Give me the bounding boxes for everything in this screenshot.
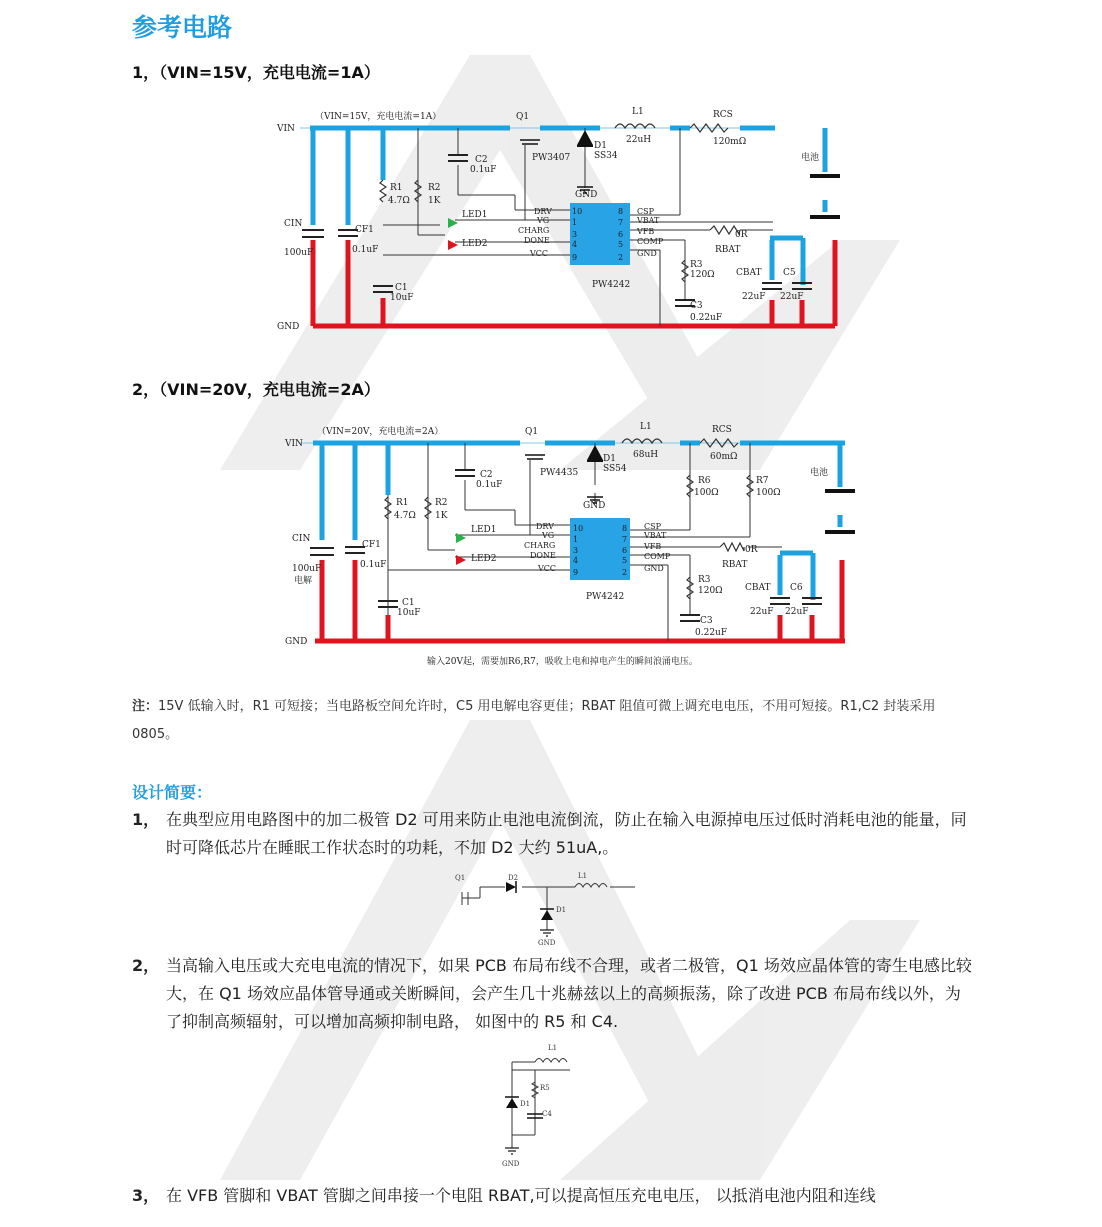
- pin-num: 8: [618, 207, 624, 216]
- pin-num: 6: [618, 230, 624, 239]
- battery-label: 电池: [801, 153, 820, 163]
- design-item-3: [132, 1182, 972, 1210]
- gnd-label: GND: [502, 1160, 520, 1168]
- gnd-label: GND: [277, 322, 300, 332]
- r2-label: R2: [435, 498, 448, 508]
- r2-label: R2: [428, 183, 441, 193]
- d1-part: SS34: [594, 151, 618, 161]
- pin-num: 10: [573, 524, 584, 533]
- cf1-label: CF1: [362, 540, 381, 550]
- pin-num: 3: [572, 230, 578, 239]
- c5-value: 22uF: [780, 292, 804, 302]
- pin-gnd: GND: [637, 249, 657, 258]
- condition-label: （VIN=20V，充电电流=2A）: [317, 427, 444, 437]
- ic-label: PW4242: [586, 592, 625, 602]
- d1-label: D1: [594, 141, 607, 151]
- c5-label: C5: [783, 268, 796, 278]
- c1-value: 10uF: [397, 608, 421, 618]
- rbat-value: 0R: [745, 545, 758, 555]
- note-paragraph: [132, 693, 972, 749]
- pin-drv: DRV: [534, 207, 552, 216]
- diode-figure: [450, 870, 640, 948]
- vin-label: VIN: [285, 439, 303, 449]
- r6-label: R6: [698, 476, 711, 486]
- c2-label: C2: [480, 470, 493, 480]
- c3-label: C3: [690, 301, 703, 311]
- circuit1-schematic: [270, 100, 850, 340]
- pin-vfb: VFB: [644, 542, 662, 551]
- c1-label: C1: [402, 598, 415, 608]
- r3-label: R3: [690, 260, 703, 270]
- item-text: 在典型应用电路图中的加二极管 D2 可用来防止电池电流倒流，防止在输入电源掉电压过低时消耗电池的能量，同时可降低芯片在睡眠工作状态时的功耗，不加 D2 大约 51uA,。: [166, 810, 967, 857]
- cin-value: 100uF: [284, 248, 314, 258]
- pin-comp: COMP: [644, 552, 671, 561]
- led2-label: LED2: [471, 554, 497, 564]
- r1-label: R1: [396, 498, 409, 508]
- item-number: 1，: [132, 810, 160, 829]
- r5-label: R5: [540, 1084, 550, 1092]
- condition-label: （VIN=15V，充电电流=1A）: [315, 112, 442, 122]
- pin-csp: CSP: [637, 207, 654, 216]
- pin-drv: DRV: [536, 522, 554, 531]
- cin-label: CIN: [284, 219, 303, 229]
- pin-num: 7: [618, 218, 624, 227]
- q1-label: Q1: [525, 427, 539, 437]
- gnd-symbol-label: GND: [575, 190, 598, 200]
- c4-label: C4: [542, 1110, 552, 1118]
- pin-num: 9: [572, 253, 578, 262]
- pin-vbat: VBAT: [637, 216, 660, 225]
- pin-num: 4: [572, 240, 578, 249]
- q1-part: PW3407: [532, 153, 571, 163]
- rcs-value: 120mΩ: [713, 137, 747, 147]
- r2-value: 1K: [435, 511, 448, 521]
- r3-label: R3: [698, 575, 711, 585]
- cin-note: 电解: [294, 576, 313, 586]
- cbat-value: 22uF: [742, 292, 766, 302]
- r2-value: 1K: [428, 196, 441, 206]
- note-label: 注：: [132, 699, 159, 714]
- pin-num: 5: [622, 556, 628, 565]
- l1-label: L1: [548, 1044, 558, 1052]
- cin-label: CIN: [292, 534, 311, 544]
- item-text: 当高输入电压或大充电电流的情况下，如果 PCB 布局布线不合理，或者二极管，Q1 场效应晶体管的寄生电感比较大，在 Q1 场效应晶体管导通或关断瞬间，会产生几十兆赫兹以上的高频振荡，除了改进 PCB 布局布线以外，为了抑制高频辐射，可以增加高频抑制电路， 如图中的 R5 和 C4.: [166, 956, 972, 1031]
- cbat-label: CBAT: [736, 268, 762, 278]
- pin-vbat: VBAT: [644, 531, 667, 540]
- pin-vfb: VFB: [637, 227, 655, 236]
- l1-value: 22uH: [626, 135, 652, 145]
- r1-value: 4.7Ω: [388, 196, 410, 206]
- circuit2-schematic: [270, 415, 860, 675]
- r1-label: R1: [390, 183, 403, 193]
- r6-value: 100Ω: [694, 488, 719, 498]
- pin-csp: CSP: [644, 522, 661, 531]
- d1-part: SS54: [603, 464, 627, 474]
- pin-gnd: GND: [644, 564, 664, 573]
- pin-vg: VG: [542, 531, 555, 540]
- rcs-value: 60mΩ: [710, 452, 738, 462]
- design-heading: 设计简要：: [132, 783, 213, 802]
- d1-label: D1: [556, 906, 567, 914]
- cf1-value: 0.1uF: [360, 560, 387, 570]
- l1-label: L1: [578, 872, 588, 880]
- page-title: 参考电路: [132, 13, 233, 42]
- note-text: 15V 低输入时，R1 可短接；当电路板空间允许时，C5 用电解电容更佳；RBAT 阻值可微上调充电电压，不用可短接。R1,C2 封装采用 0805。: [132, 699, 936, 742]
- c6-value: 22uF: [785, 607, 809, 617]
- circuit1-heading: 1，（VIN=15V，充电电流=1A）: [132, 63, 380, 82]
- pin-num: 7: [622, 535, 628, 544]
- vin-label: VIN: [277, 124, 295, 134]
- pin-num: 1: [573, 535, 579, 544]
- q1-label: Q1: [516, 112, 530, 122]
- q1-part: PW4435: [540, 468, 579, 478]
- c2-value: 0.1uF: [476, 480, 503, 490]
- led2-label: LED2: [462, 239, 488, 249]
- r3-value: 120Ω: [698, 586, 723, 596]
- pin-num: 6: [622, 546, 628, 555]
- pin-vg: VG: [537, 216, 550, 225]
- c1-value: 10uF: [390, 293, 414, 303]
- ic-label: PW4242: [592, 280, 631, 290]
- rcs-label: RCS: [713, 110, 733, 120]
- item-number: 2，: [132, 956, 160, 975]
- cin-value: 100uF: [292, 564, 322, 574]
- r1-value: 4.7Ω: [394, 511, 416, 521]
- c3-value: 0.22uF: [695, 628, 728, 638]
- pin-num: 9: [573, 568, 579, 577]
- q1-label: Q1: [455, 874, 466, 882]
- cf1-label: CF1: [355, 225, 374, 235]
- d1-label: D1: [520, 1100, 531, 1108]
- d2-label: D2: [508, 874, 519, 882]
- pin-num: 4: [573, 556, 579, 565]
- battery-label: 电池: [810, 468, 829, 478]
- pin-num: 2: [622, 568, 628, 577]
- c2-value: 0.1uF: [470, 165, 497, 175]
- gnd-label: GND: [285, 637, 308, 647]
- pin-num: 1: [572, 218, 578, 227]
- circuit2-heading: 2，（VIN=20V，充电电流=2A）: [132, 380, 380, 399]
- rbat-label: RBAT: [722, 560, 748, 570]
- snubber-figure: [495, 1040, 585, 1170]
- circuit2-caption: 输入20V起，需要加R6,R7，吸收上电和掉电产生的瞬间浪涌电压。: [427, 657, 698, 667]
- pin-charg: CHARG: [518, 226, 550, 235]
- pin-charg: CHARG: [524, 541, 556, 550]
- r7-value: 100Ω: [756, 488, 781, 498]
- design-item-1: [132, 806, 972, 862]
- pin-num: 3: [573, 546, 579, 555]
- l1-value: 68uH: [633, 450, 659, 460]
- l1-label: L1: [640, 422, 652, 432]
- l1-label: L1: [632, 107, 644, 117]
- gnd-symbol-label: GND: [583, 501, 606, 511]
- pin-done: DONE: [530, 551, 556, 560]
- d1-label: D1: [603, 454, 616, 464]
- item-number: 3，: [132, 1186, 160, 1205]
- c3-label: C3: [700, 616, 713, 626]
- gnd-label: GND: [538, 939, 556, 947]
- pin-vcc: VCC: [530, 249, 549, 258]
- rbat-label: RBAT: [715, 245, 741, 255]
- cf1-value: 0.1uF: [352, 245, 379, 255]
- led1-label: LED1: [471, 525, 497, 535]
- rbat-value: 0R: [735, 230, 748, 240]
- design-item-2: [132, 952, 972, 1036]
- pin-vcc: VCC: [538, 564, 557, 573]
- r7-label: R7: [756, 476, 769, 486]
- item-text: 在 VFB 管脚和 VBAT 管脚之间串接一个电阻 RBAT,可以提高恒压充电电压， 以抵消电池内阻和连线: [166, 1186, 876, 1205]
- c2-label: C2: [475, 155, 488, 165]
- cbat-label: CBAT: [745, 583, 771, 593]
- pin-comp: COMP: [637, 237, 664, 246]
- led1-label: LED1: [462, 210, 488, 220]
- c1-label: C1: [395, 283, 408, 293]
- rcs-label: RCS: [712, 425, 732, 435]
- pin-num: 2: [618, 253, 624, 262]
- c6-label: C6: [790, 583, 803, 593]
- pin-num: 8: [622, 524, 628, 533]
- pin-num: 10: [572, 207, 583, 216]
- pin-done: DONE: [524, 236, 550, 245]
- cbat-value: 22uF: [750, 607, 774, 617]
- c3-value: 0.22uF: [690, 313, 723, 323]
- r3-value: 120Ω: [690, 270, 715, 280]
- pin-num: 5: [618, 240, 624, 249]
